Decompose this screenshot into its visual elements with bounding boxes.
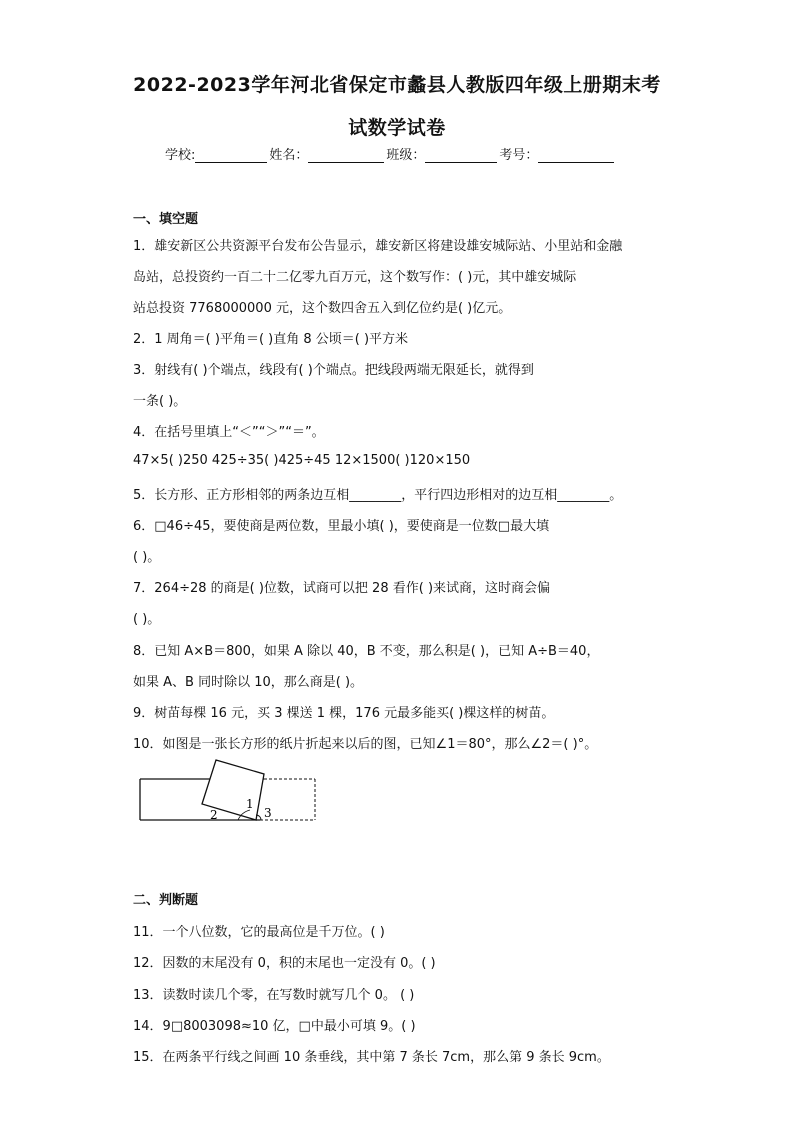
section-heading-true-false: 二、判断题 [133,893,199,908]
question-line: 2．1 周角＝( )平角＝( )直角 8 公顷＝( )平方米 [133,332,409,347]
question-line: 10．如图是一张长方形的纸片折起来以后的图，已知∠1＝80°，那么∠2＝( )°。 [133,737,598,752]
question-line: 9．树苗每棵 16 元，买 3 棵送 1 棵，176 元最多能买( )棵这样的树苗。 [133,706,555,721]
angle-3-label: 3 [264,806,272,820]
folded-rectangle-figure [138,757,318,827]
page-title-line2: 试数学试卷 [348,117,446,139]
class-blank[interactable] [425,148,497,163]
class-label: 班级： [386,148,426,163]
question-line: 岛站，总投资约一百二十二亿零九百万元，这个数写作：( )元，其中雄安城际 [133,270,577,285]
question-line: ( )。 [133,550,161,565]
school-label: 学校: [165,148,196,163]
exam-no-blank[interactable] [538,148,614,163]
question-line: 站总投资 7768000000 元，这个数四舍五入到亿位约是( )亿元。 [133,301,512,316]
question-line: 47×5( )250 425÷35( )425÷45 12×1500( )120×150 [133,453,471,468]
question-line: 15．在两条平行线之间画 10 条垂线，其中第 7 条长 7cm，那么第 9 条长 9cm。 [133,1050,610,1065]
question-line: 12．因数的末尾没有 0，积的末尾也一定没有 0。( ) [133,956,436,971]
question-line: 1．雄安新区公共资源平台发布公告显示，雄安新区将建设雄安城际站、小里站和金融 [133,239,623,254]
question-line: 11．一个八位数，它的最高位是千万位。( ) [133,925,385,940]
question-line: 如果 A、B 同时除以 10，那么商是( )。 [133,675,364,690]
angle-1-label: 1 [246,797,254,811]
question-line: 7．264÷28 的商是( )位数，试商可以把 28 看作( )来试商，这时商会偏 [133,581,551,596]
name-label: 姓名： [269,148,309,163]
question-line: 4．在括号里填上“＜”“＞”“＝”。 [133,425,325,440]
angle-2-label: 2 [210,808,218,822]
question-line: 14．9□8003098≈10 亿，□中最小可填 9。( ) [133,1019,416,1034]
school-blank[interactable] [195,148,267,163]
question-line: 13．读数时读几个零，在写数时就写几个 0。 ( ) [133,988,415,1003]
question-line: ( )。 [133,612,161,627]
student-info-row [165,144,616,163]
name-blank[interactable] [308,148,384,163]
page-title-line1: 2022-2023学年河北省保定市蠡县人教版四年级上册期末考 [133,74,661,96]
question-line: 8．已知 A×B＝800，如果 A 除以 40，B 不变，那么积是( )，已知 A÷B＝40， [133,644,600,659]
exam-no-label: 考号： [499,148,539,163]
question-line: 5．长方形、正方形相邻的两条边互相________，平行四边形相对的边互相________。 [133,488,623,503]
question-line: 6．□46÷45，要使商是两位数，里最小填( )，要使商是一位数□最大填 [133,519,550,534]
question-line: 3．射线有( )个端点，线段有( )个端点。把线段两端无限延长，就得到 [133,363,534,378]
question-line: 一条( )。 [133,394,187,409]
section-heading-fill-blank: 一、填空题 [133,212,199,227]
